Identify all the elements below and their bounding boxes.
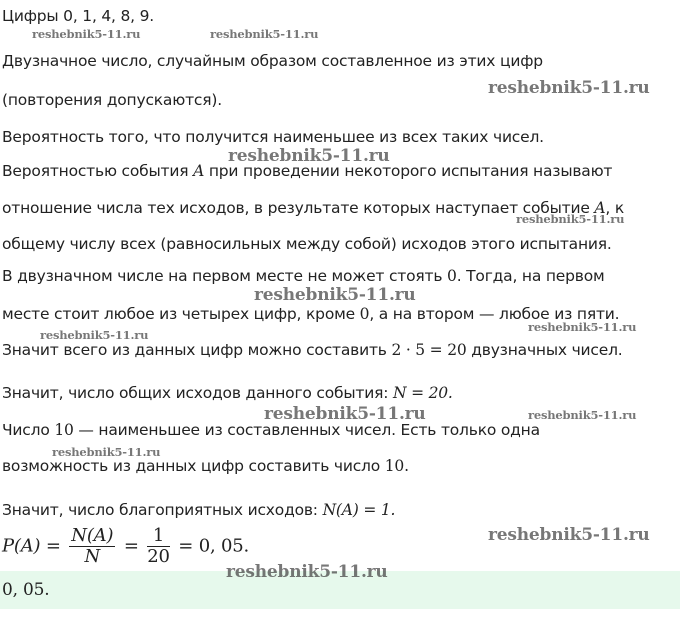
first-place-part1: В двузначном числе на первом месте не может стоять	[2, 267, 448, 285]
watermark: reshebnik5-11.ru	[226, 562, 388, 582]
zero-digit: 0	[447, 267, 457, 285]
def1-part1: Вероятностью события	[2, 162, 194, 180]
probability-formula	[2, 526, 249, 567]
formula-rhs: = 0, 05.	[178, 535, 250, 557]
text-line-outcomes	[2, 383, 453, 403]
total-formula: 2 · 5 = 20	[391, 341, 467, 359]
watermark: reshebnik5-11.ru	[264, 404, 426, 424]
text-line-digits	[2, 6, 154, 26]
fraction2-denominator: 20	[147, 546, 170, 567]
def2-part1: отношение числа тех исходов, в результате которых наступает событие	[2, 199, 595, 217]
text-line-two-digit	[2, 51, 543, 71]
smallest-part2: — наименьшее из составленных чисел. Есть только одна	[73, 421, 540, 439]
watermark: reshebnik5-11.ru	[32, 27, 141, 41]
outcomes-part1: Значит, число общих исходов данного события:	[2, 384, 393, 402]
ten-number: 10	[54, 421, 74, 439]
answer-value: 0, 05.	[2, 580, 50, 600]
text-line-total	[2, 340, 623, 360]
second-place-part1: месте стоит любое из четырех цифр, кроме	[2, 305, 360, 323]
event-a-symbol: A	[193, 162, 205, 180]
formula-lhs: P(A) =	[2, 535, 61, 557]
watermark: reshebnik5-11.ru	[254, 285, 416, 305]
watermark: reshebnik5-11.ru	[228, 146, 390, 166]
two-digit-text: Двузначное число, случайным образом составленное из этих цифр	[2, 52, 543, 70]
watermark: reshebnik5-11.ru	[210, 27, 319, 41]
watermark: reshebnik5-11.ru	[516, 212, 625, 226]
digits-text: Цифры 0, 1, 4, 8, 9.	[2, 7, 155, 25]
watermark: reshebnik5-11.ru	[528, 320, 637, 334]
text-line-definition-3	[2, 234, 612, 254]
watermark: reshebnik5-11.ru	[488, 78, 650, 98]
event-a-symbol-2: A	[594, 199, 606, 217]
fraction-denominator: N	[84, 546, 101, 567]
second-place-part2: , а на втором — любое из пяти.	[369, 305, 620, 323]
total-part2: двузначных чисел.	[466, 341, 623, 359]
text-line-second-place	[2, 304, 619, 324]
zero-digit-2: 0	[359, 305, 370, 323]
total-part1: Значит всего из данных цифр можно составить	[2, 341, 392, 359]
fraction-1-over-20	[147, 526, 170, 567]
text-line-possibility	[2, 456, 409, 476]
text-line-repetitions	[2, 90, 222, 110]
favorable-part1: Значит, число благоприятных исходов:	[2, 501, 323, 519]
text-line-first-place	[2, 266, 605, 286]
watermark: reshebnik5-11.ru	[488, 525, 650, 545]
text-line-favorable	[2, 500, 395, 520]
possibility-part1: возможность из данных цифр составить число	[2, 457, 385, 475]
smallest-part1: Число	[2, 421, 55, 439]
def2-part2: , к	[605, 199, 625, 217]
fraction-numerator: N(A)	[71, 525, 114, 546]
fraction2-numerator: 1	[147, 526, 170, 547]
probability-text: Вероятность того, что получится наименьшее из всех таких чисел.	[2, 128, 544, 146]
formula-equals: =	[123, 535, 139, 557]
first-place-part2: . Тогда, на первом	[456, 267, 605, 285]
outcomes-formula: N = 20.	[392, 384, 453, 402]
watermark: reshebnik5-11.ru	[40, 328, 149, 342]
ten-number-2: 10.	[384, 457, 409, 475]
watermark: reshebnik5-11.ru	[52, 445, 161, 459]
repetitions-text: (повторения допускаются).	[2, 91, 222, 109]
favorable-formula: N(A) = 1.	[322, 501, 396, 519]
def3-text: общему числу всех (равносильных между собой) исходов этого испытания.	[2, 235, 612, 253]
text-line-probability	[2, 127, 544, 147]
fraction-na-over-n	[69, 526, 115, 567]
watermark: reshebnik5-11.ru	[528, 408, 637, 422]
def1-part2: при проведении некоторого испытания называют	[204, 162, 613, 180]
